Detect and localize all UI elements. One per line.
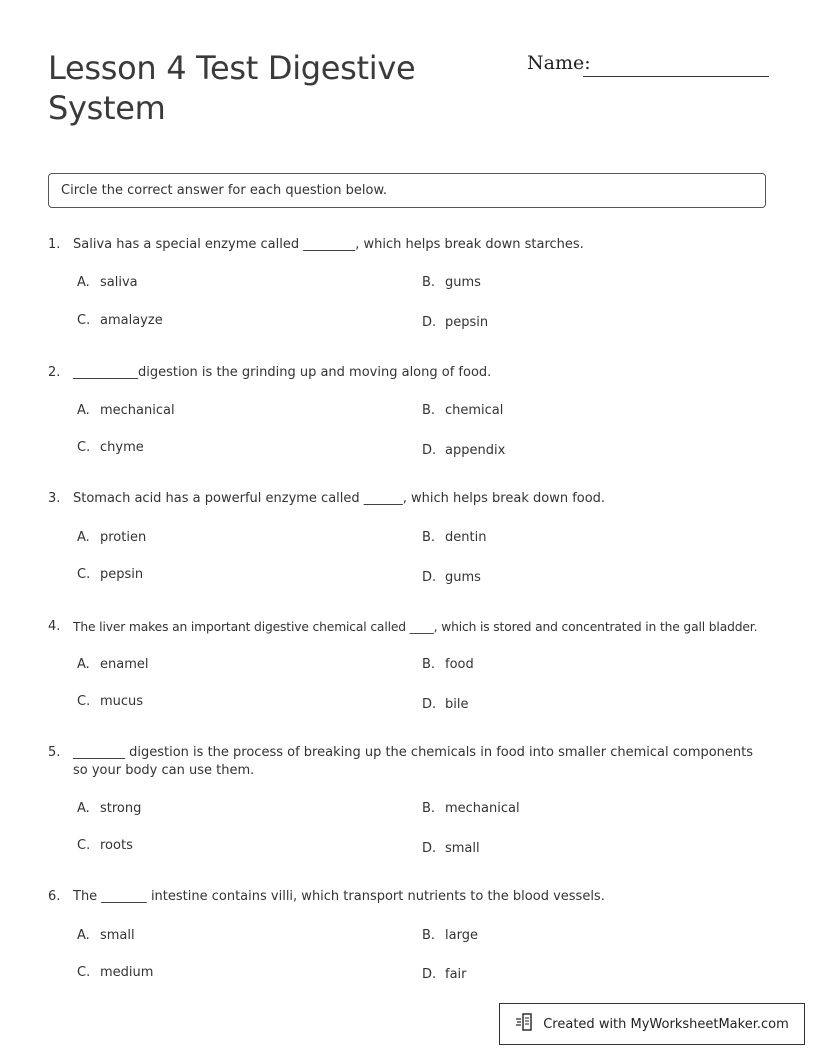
option-text: amalayze (100, 313, 163, 328)
option-letter: A. (77, 530, 90, 545)
option-text: protien (100, 530, 147, 545)
option-text: enamel (100, 657, 149, 672)
option-letter: C. (77, 694, 91, 709)
option-letter: B. (422, 928, 436, 943)
option-letter: A. (77, 928, 90, 943)
option-text: roots (100, 838, 133, 853)
option-letter: B. (422, 530, 436, 545)
name-field (527, 52, 769, 80)
created-with-badge[interactable] (499, 1003, 805, 1045)
worksheet-maker-logo-icon (515, 1012, 535, 1036)
option-text: pepsin (445, 315, 489, 330)
option-text: food (445, 657, 474, 672)
name-label: Name: (527, 52, 591, 74)
question-number: 1. (48, 237, 61, 252)
option-text: fair (445, 967, 467, 982)
option-text: chyme (100, 440, 144, 455)
option-letter: D. (422, 443, 437, 458)
option-letter: C. (77, 838, 91, 853)
option-text: mucus (100, 694, 144, 709)
question-text: Stomach acid has a powerful enzyme called ______, which helps break down food. (73, 491, 606, 506)
option-text: bile (445, 697, 469, 712)
option-text: small (445, 841, 480, 856)
option-text: gums (445, 570, 481, 585)
question-number: 5. (48, 745, 61, 760)
question-number: 6. (48, 889, 61, 904)
option-letter: D. (422, 315, 437, 330)
option-letter: A. (77, 275, 90, 290)
option-letter: A. (77, 403, 90, 418)
option-letter: B. (422, 403, 436, 418)
option-letter: B. (422, 275, 436, 290)
option-letter: A. (77, 657, 90, 672)
option-text: chemical (445, 403, 504, 418)
option-letter: D. (422, 697, 437, 712)
question-text: Saliva has a special enzyme called ________, which helps break down starches. (73, 237, 584, 252)
option-letter: A. (77, 801, 90, 816)
option-text: small (100, 928, 135, 943)
option-text: large (445, 928, 478, 943)
option-text: appendix (445, 443, 506, 458)
page-title: Lesson 4 Test Digestive System (48, 49, 416, 127)
question-number: 4. (48, 619, 61, 634)
option-text: mechanical (445, 801, 520, 816)
option-letter: B. (422, 801, 436, 816)
option-letter: C. (77, 567, 91, 582)
option-text: mechanical (100, 403, 175, 418)
badge-text: Created with MyWorksheetMaker.com (543, 1016, 789, 1032)
option-text: dentin (445, 530, 487, 545)
option-text: pepsin (100, 567, 144, 582)
option-letter: C. (77, 440, 91, 455)
question-number: 2. (48, 365, 61, 380)
option-letter: D. (422, 570, 437, 585)
option-text: gums (445, 275, 481, 290)
option-letter: C. (77, 965, 91, 980)
question-text: The liver makes an important digestive chemical called ____, which is stored and concentrated in the gall bladder. (73, 620, 758, 634)
option-text: strong (100, 801, 142, 816)
option-text: saliva (100, 275, 138, 290)
question-text: ________ digestion is the process of breaking up the chemicals in food into smaller chemical components so your body can use them. (73, 745, 754, 778)
question-text: The _______ intestine contains villi, which transport nutrients to the blood vessels. (73, 889, 605, 904)
question-number: 3. (48, 491, 61, 506)
instructions-box: Circle the correct answer for each question below. (48, 173, 766, 208)
option-letter: C. (77, 313, 91, 328)
option-text: medium (100, 965, 154, 980)
name-blank-line (583, 76, 769, 77)
option-letter: D. (422, 967, 437, 982)
option-letter: B. (422, 657, 436, 672)
question-text: __________digestion is the grinding up and moving along of food. (73, 365, 492, 380)
option-letter: D. (422, 841, 437, 856)
